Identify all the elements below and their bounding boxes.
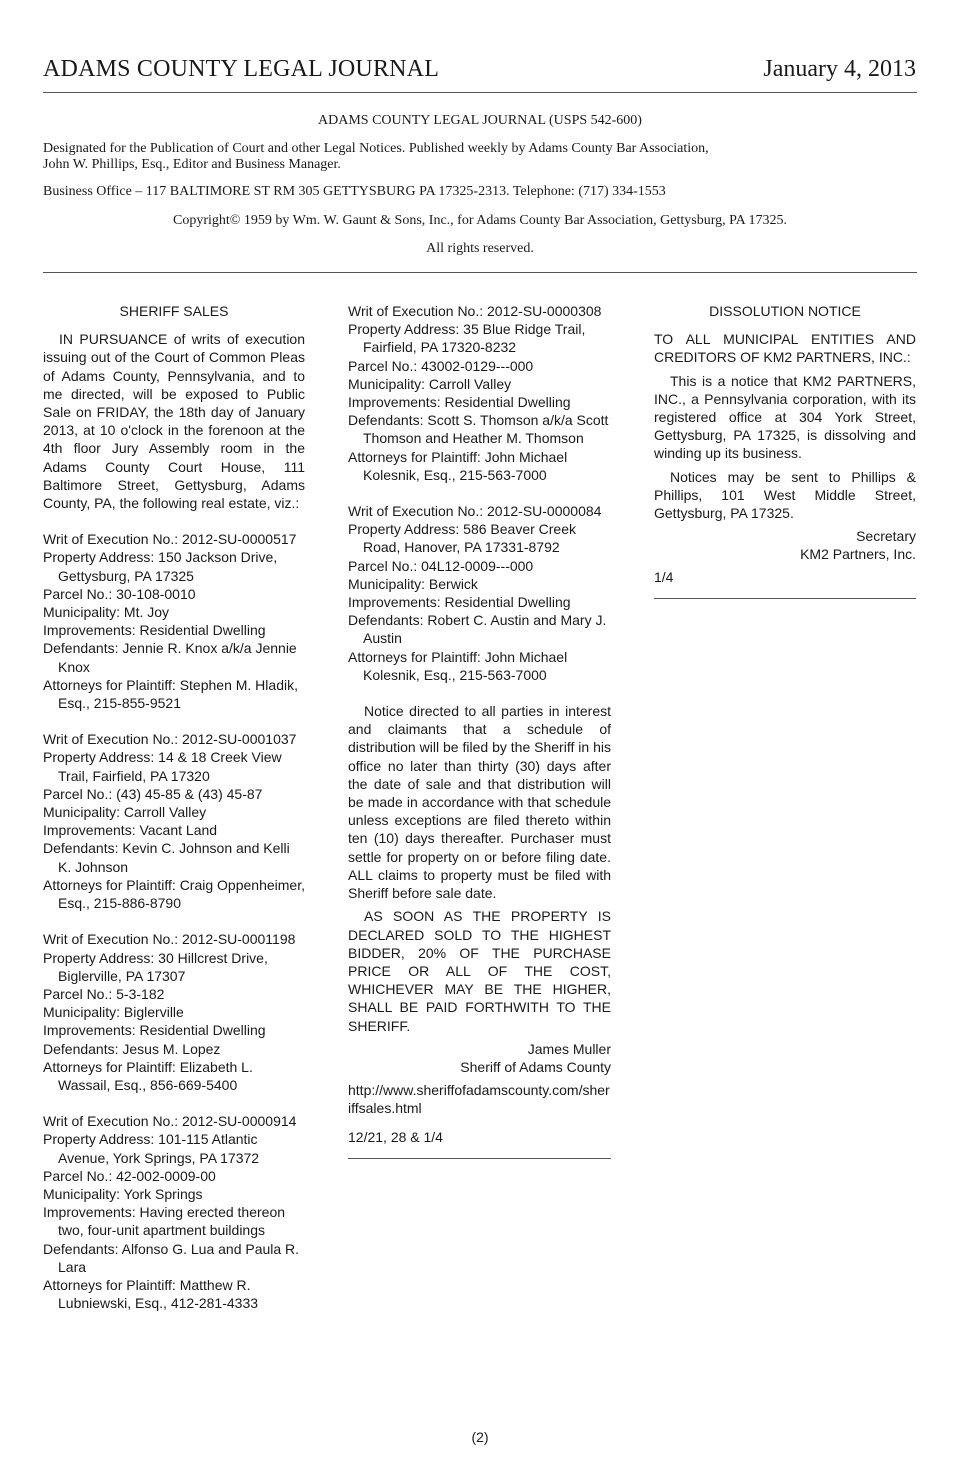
dissolution-company: KM2 Partners, Inc. — [800, 546, 916, 563]
improvements: Improvements: Residential Dwelling — [43, 1022, 266, 1039]
property-address: Property Address: 30 Hillcrest Drive, Biglerville, PA 17307 — [43, 949, 268, 984]
attorneys: Attorneys for Plaintiff: Stephen M. Hladik, Esq., 215-855-9521 — [43, 676, 298, 712]
parcel-number: Parcel No.: 43002-0129---000 — [348, 357, 534, 374]
property-address: Property Address: 101-115 Atlantic Avenue, York Springs, PA 17372 — [43, 1131, 260, 1166]
defendants: Defendants: Jennie R. Knox a/k/a Jennie Knox — [43, 640, 297, 675]
property-address: Property Address: 14 & 18 Creek View Trail, Fairfield, PA 17320 — [43, 749, 282, 784]
sheriff-sales-title: SHERIFF SALES — [119, 303, 229, 319]
improvements: Improvements: Residential Dwelling — [348, 594, 571, 611]
defendants: Defendants: Robert C. Austin and Mary J. Austin — [348, 612, 607, 647]
column-2 — [348, 302, 611, 1159]
improvements: Improvements: Having erected thereon two, four-unit apartment buildings — [43, 1204, 286, 1239]
municipality: Municipality: Biglerville — [43, 1004, 184, 1021]
writ-entry — [348, 502, 611, 684]
caps-notice: AS SOON AS THE PROPERTY IS DECLARED SOLD TO THE HIGHEST BIDDER, 20% OF THE PURCHASE PRICE OR ALL OF THE COST, WHICHEVER MAY BE THE HIGHER, SHALL BE PAID FORTHWITH TO THE SHERIFF. — [348, 908, 611, 1034]
writ-number: Writ of Execution No.: 2012-SU-0000084 — [348, 503, 602, 520]
writ-entry — [43, 1112, 305, 1312]
column-3 — [654, 302, 916, 599]
parcel-number: Parcel No.: 5-3-182 — [43, 985, 165, 1002]
page-number: (2) — [471, 1429, 489, 1445]
sheriff-intro: IN PURSUANCE of writs of execution issuing out of the Court of Common Pleas of Adams County, Pennsylvania, and to me directed, will be exposed to Public Sale on FRIDAY, the 18th day of January 2013, at 10 o'clock in the forenoon at the 4th floor Jury Assembly room in the Adams County Court House, 111 Baltimore Street, Gettysburg, Adams County, PA, the following real estate, viz.: — [43, 331, 305, 512]
header-rule — [43, 92, 917, 93]
distribution-notice: Notice directed to all parties in interest and claimants that a schedule of distribution will be filed by the Sheriff in his office no later than thirty (30) days after the date of sale and that distribution will be made in accordance with that schedule unless exceptions are filed thereto within ten (10) days thereafter. Purchaser must settle for property on or before filing date. ALL claims to property must be filed with Sheriff before sale date. — [348, 703, 611, 902]
defendants: Defendants: Kevin C. Johnson and Kelli K. Johnson — [43, 840, 290, 875]
dissolution-signer: Secretary — [856, 528, 916, 545]
writ-entry — [43, 730, 305, 912]
writ-entry — [348, 302, 611, 484]
masthead-rule — [43, 272, 917, 273]
attorneys: Attorneys for Plaintiff: Matthew R. Lubniewski, Esq., 412-281-4333 — [43, 1276, 259, 1312]
journal-title: ADAMS COUNTY LEGAL JOURNAL — [43, 56, 440, 82]
sheriff-signer-title: Sheriff of Adams County — [460, 1058, 611, 1075]
parcel-number: Parcel No.: 04L12-0009---000 — [348, 557, 534, 574]
dissolution-title: DISSOLUTION NOTICE — [709, 303, 861, 319]
parcel-number: Parcel No.: 42-002-0009-00 — [43, 1167, 216, 1184]
sheriff-website-link[interactable]: http://www.sheriffofadamscounty.com/sheriffsales.html — [348, 1082, 610, 1117]
masthead-designation: Designated for the Publication of Court and other Legal Notices. Published weekly by Adams County Bar Association, — [43, 141, 709, 156]
attorneys: Attorneys for Plaintiff: John Michael Kolesnik, Esq., 215-563-7000 — [348, 448, 568, 483]
municipality: Municipality: Carroll Valley — [43, 804, 207, 821]
attorneys: Attorneys for Plaintiff: Elizabeth L. Wassail, Esq., 856-669-5400 — [43, 1058, 253, 1093]
publication-dates: 12/21, 28 & 1/4 — [348, 1128, 443, 1145]
masthead-business-office: Business Office – 117 BALTIMORE ST RM 305 GETTYSBURG PA 17325-2313. Telephone: (717) 334-1553 — [43, 184, 666, 199]
improvements: Improvements: Vacant Land — [43, 822, 218, 839]
sheriff-signer: James Muller — [527, 1040, 611, 1057]
writ-number: Writ of Execution No.: 2012-SU-0000914 — [43, 1113, 297, 1130]
issue-date: January 4, 2013 — [763, 56, 916, 82]
parcel-number: Parcel No.: (43) 45-85 & (43) 45-87 — [43, 785, 263, 802]
dissolution-addressee: TO ALL MUNICIPAL ENTITIES AND CREDITORS OF KM2 PARTNERS, INC.: — [654, 331, 916, 366]
section-end-rule — [654, 598, 916, 599]
writ-number: Writ of Execution No.: 2012-SU-0001037 — [43, 731, 297, 748]
section-end-rule — [348, 1158, 611, 1159]
writ-number: Writ of Execution No.: 2012-SU-0000517 — [43, 531, 297, 548]
masthead-editor: John W. Phillips, Esq., Editor and Business Manager. — [43, 157, 341, 172]
column-1 — [43, 302, 305, 1312]
attorneys: Attorneys for Plaintiff: Craig Oppenheimer, Esq., 215-886-8790 — [43, 876, 305, 912]
writ-number: Writ of Execution No.: 2012-SU-0001198 — [43, 931, 296, 948]
defendants: Defendants: Scott S. Thomson a/k/a Scott Thomson and Heather M. Thomson — [348, 412, 609, 447]
masthead-title: ADAMS COUNTY LEGAL JOURNAL (USPS 542-600) — [318, 113, 642, 128]
property-address: Property Address: 150 Jackson Drive, Gettysburg, PA 17325 — [43, 549, 278, 584]
municipality: Municipality: York Springs — [43, 1185, 203, 1202]
dissolution-para-1: This is a notice that KM2 PARTNERS, INC., a Pennsylvania corporation, with its registered office at 304 York Street, Gettysburg, PA 17325, is dissolving and winding up its business. — [654, 372, 916, 462]
writ-number: Writ of Execution No.: 2012-SU-0000308 — [348, 303, 602, 319]
improvements: Improvements: Residential Dwelling — [43, 622, 266, 639]
masthead-rights: All rights reserved. — [426, 241, 534, 256]
parcel-number: Parcel No.: 30-108-0010 — [43, 585, 196, 602]
municipality: Municipality: Berwick — [348, 575, 478, 592]
property-address: Property Address: 35 Blue Ridge Trail, Fairfield, PA 17320-8232 — [348, 321, 586, 356]
publication-dates: 1/4 — [654, 568, 674, 585]
municipality: Municipality: Carroll Valley — [348, 375, 512, 392]
improvements: Improvements: Residential Dwelling — [348, 394, 571, 411]
municipality: Municipality: Mt. Joy — [43, 604, 170, 621]
defendants: Defendants: Alfonso G. Lua and Paula R. Lara — [43, 1240, 300, 1275]
masthead-copyright: Copyright© 1959 by Wm. W. Gaunt & Sons, Inc., for Adams County Bar Association, Gettysburg, PA 17325. — [173, 213, 787, 228]
attorneys: Attorneys for Plaintiff: John Michael Kolesnik, Esq., 215-563-7000 — [348, 648, 568, 683]
dissolution-para-2: Notices may be sent to Phillips & Phillips, 101 West Middle Street, Gettysburg, PA 17325. — [654, 468, 916, 522]
defendants: Defendants: Jesus M. Lopez — [43, 1040, 221, 1057]
writ-entry — [43, 530, 305, 712]
writ-entry — [43, 930, 305, 1094]
property-address: Property Address: 586 Beaver Creek Road, Hanover, PA 17331-8792 — [348, 521, 577, 556]
